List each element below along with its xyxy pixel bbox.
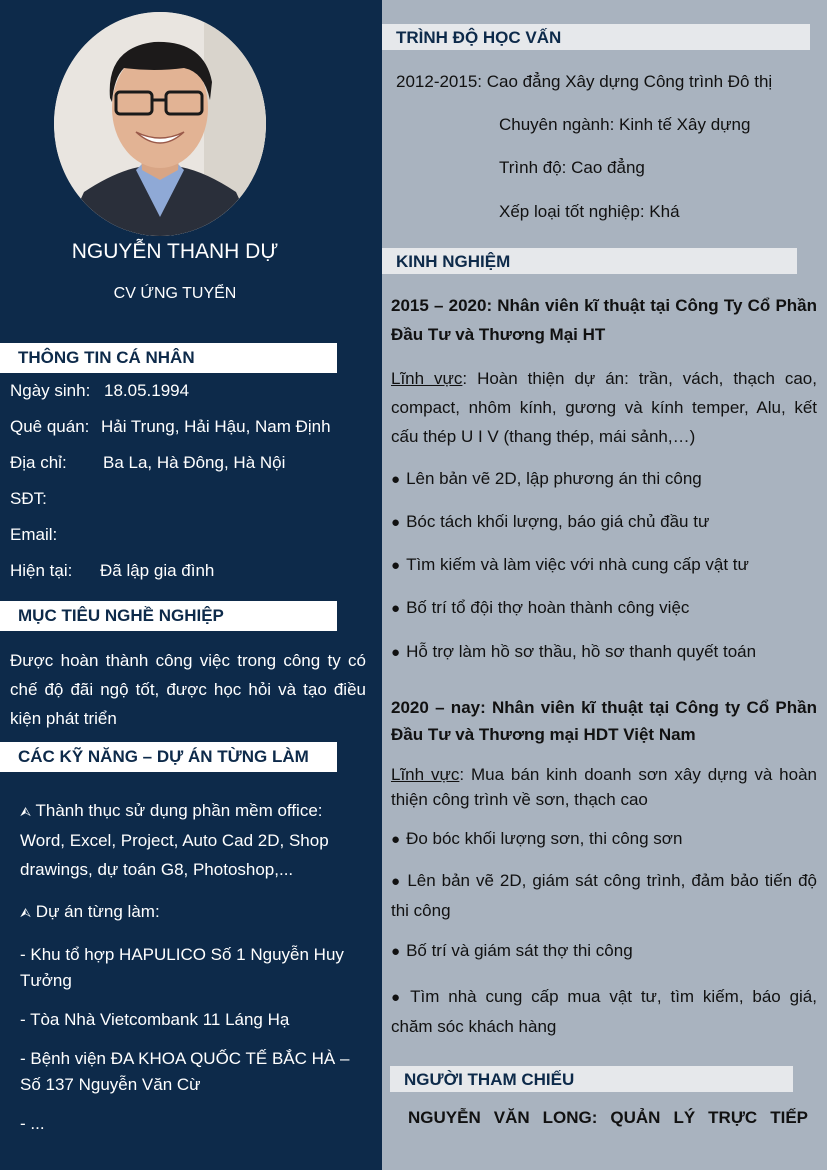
reference-header xyxy=(390,1066,793,1092)
job1-bullet: ● Tìm kiếm và làm việc với nhà cung cấp vật tư xyxy=(391,553,749,578)
job1-bullet: ● Lên bản vẽ 2D, lập phương án thi công xyxy=(391,467,702,492)
skills-title: CÁC KỸ NĂNG – DỰ ÁN TỪNG LÀM xyxy=(18,747,309,766)
education-grade: Xếp loại tốt nghiệp: Khá xyxy=(499,202,680,221)
left-column xyxy=(0,0,382,1170)
arrow-icon: ⮙ xyxy=(20,905,32,920)
job1-bullet: ● Bố trí tổ đội thợ hoàn thành công việc xyxy=(391,596,689,621)
project-item: - Khu tổ hợp HAPULICO Số 1 Nguyễn Huy Tưởng xyxy=(20,945,344,990)
job2-field xyxy=(391,762,817,812)
job1-field xyxy=(391,364,817,451)
education-title: TRÌNH ĐỘ HỌC VẤN xyxy=(396,28,562,47)
status-row xyxy=(10,561,215,581)
hometown-value: Hải Trung, Hải Hậu, Nam Định xyxy=(101,417,331,436)
job2-field-label: Lĩnh vực xyxy=(391,765,460,784)
job2-bullet: ● Tìm nhà cung cấp mua vật tư, tìm kiếm, báo giá, chăm sóc khách hàng xyxy=(391,982,817,1041)
reference-title: NGƯỜI THAM CHIẾU xyxy=(404,1070,575,1089)
phone-row xyxy=(10,489,47,509)
project-item: - ... xyxy=(20,1114,45,1133)
education-line: 2012-2015: Cao đẳng Xây dựng Công trình Đô thị xyxy=(396,72,773,91)
job1-field-label: Lĩnh vực xyxy=(391,369,463,388)
experience-title: KINH NGHIỆM xyxy=(396,252,511,271)
objective-title: MỤC TIÊU NGHỀ NGHIỆP xyxy=(18,606,224,625)
objective-header xyxy=(0,601,337,631)
dob-value: 18.05.1994 xyxy=(104,381,190,400)
hometown-row xyxy=(10,417,331,437)
cv-subtitle: CV ỨNG TUYỂN xyxy=(113,285,237,302)
hometown-label: Quê quán: xyxy=(10,417,90,436)
office-skills xyxy=(20,796,370,884)
education-header xyxy=(382,24,810,50)
arrow-icon: ⮙ xyxy=(20,804,32,819)
job2-bullet: ● Đo bóc khối lượng sơn, thi công sơn xyxy=(391,827,817,852)
skills-header xyxy=(0,742,337,772)
dob-row xyxy=(10,381,190,401)
right-column xyxy=(382,0,827,1170)
address-value: Ba La, Hà Đông, Hà Nội xyxy=(103,453,286,472)
project-item: - Bệnh viện ĐA KHOA QUỐC TẾ BẮC HÀ – Số 137 Nguyễn Văn Cừ xyxy=(20,1049,350,1094)
job2-bullet: ● Lên bản vẽ 2D, giám sát công trình, đảm bảo tiến độ thi công xyxy=(391,866,817,925)
address-row xyxy=(10,453,286,473)
candidate-name: NGUYỄN THANH DỰ xyxy=(71,240,279,263)
profile-photo xyxy=(54,12,266,236)
office-skills-text: Thành thục sử dụng phần mềm office: Word, Excel, Project, Auto Cad 2D, Shop drawings, dự toán G8, Photoshop,... xyxy=(20,801,329,879)
job2-bullet: ● Bố trí và giám sát thợ thi công xyxy=(391,939,817,964)
reference-text: NGUYỄN VĂN LONG: QUẢN LÝ TRỰC TIẾP xyxy=(408,1108,808,1127)
dob-label: Ngày sinh: xyxy=(10,381,91,400)
status-label: Hiện tại: xyxy=(10,561,73,580)
job1-heading: 2015 – 2020: Nhân viên kĩ thuật tại Công Ty Cổ Phần Đầu Tư và Thương Mại HT xyxy=(391,296,817,344)
personal-info-header xyxy=(0,343,337,373)
job1-bullet: ● Bóc tách khối lượng, báo giá chủ đầu tư xyxy=(391,510,709,535)
email-row xyxy=(10,525,57,545)
address-label: Địa chỉ: xyxy=(10,453,67,472)
project-item: - Tòa Nhà Vietcombank 11 Láng Hạ xyxy=(20,1010,290,1029)
projects-label: Dự án từng làm: xyxy=(35,902,160,921)
status-value: Đã lập gia đình xyxy=(100,561,215,580)
email-label: Email: xyxy=(10,525,58,544)
job2-field-text: : Mua bán kinh doanh sơn xây dựng và hoàn thiện công trình về sơn, thạch cao xyxy=(391,765,817,809)
education-major: Chuyên ngành: Kinh tế Xây dựng xyxy=(499,115,751,134)
job2-heading: 2020 – nay: Nhân viên kĩ thuật tại Công ty Cổ Phần Đầu Tư và Thương mại HDT Việt Nam xyxy=(391,698,817,744)
education-level: Trình độ: Cao đẳng xyxy=(499,158,645,177)
projects-label-row xyxy=(20,900,160,925)
objective-text: Được hoàn thành công việc trong công ty có chế độ đãi ngộ tốt, được học hỏi và tạo điều kiện phát triển xyxy=(10,651,366,728)
phone-label: SĐT: xyxy=(10,489,47,508)
job1-bullet: ● Hỗ trợ làm hồ sơ thầu, hồ sơ thanh quyết toán xyxy=(391,640,756,665)
job1-field-text: : Hoàn thiện dự án: trần, vách, thạch cao, compact, nhôm kính, gương và kính temper, Alu, kết cấu thép U I V (thang thép, mái sảnh,…) xyxy=(391,369,817,446)
personal-info-title: THÔNG TIN CÁ NHÂN xyxy=(18,348,195,367)
experience-header xyxy=(382,248,797,274)
